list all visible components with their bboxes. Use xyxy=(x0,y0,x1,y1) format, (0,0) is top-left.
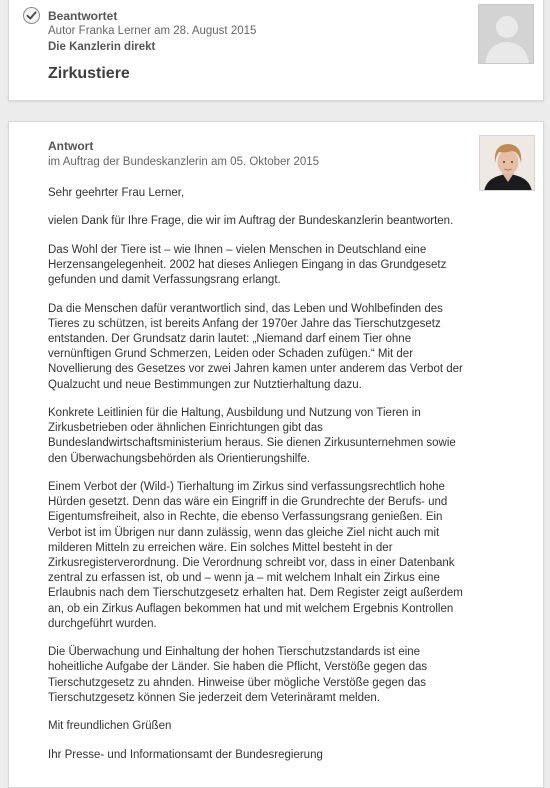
status-row xyxy=(23,7,117,24)
chancellor-portrait xyxy=(479,135,535,191)
answer-card xyxy=(8,121,544,788)
answer-paragraph: Einem Verbot der (Wild-) Tierhaltung im Zirkus sind verfassungsrechtlich hohe Hürden gesetzt. Denn das wäre ein Eingriff in die Grundrechte der Berufs- und Eigentumsfreiheit, also in Rechte, die ebenso Verfassungsrang genießen. Ein Verbot ist im Übrigen nur dann zulässig, wenn das gleiche Ziel nicht auch mit milderen Mitteln zu erreichen wäre. Ein solches Mittel besteht in der Zirkusregisterverordnung. Die Verordnung schreibt vor, dass in einer Datenbank zentral zu erfassen ist, ob und – wenn ja – mit welchem Inhalt ein Zirkus eine Erlaubnis nach dem Tierschutzgesetz erhalten hat. Dem Register zeigt außerdem an, ob ein Zirkus Auflagen bekommen hat und mit welchem Ergebnis Kontrollen durchgeführt wurden. xyxy=(48,480,463,630)
answer-body xyxy=(48,186,476,776)
question-title[interactable]: Zirkustiere xyxy=(48,65,130,82)
check-circle-icon xyxy=(23,7,40,24)
answer-paragraph: vielen Dank für Ihre Frage, die wir im Auftrag der Bundeskanzlerin beantworten. xyxy=(48,215,454,228)
question-author-line: Autor Franka Lerner am 28. August 2015 xyxy=(48,25,257,37)
answer-closing: Mit freundlichen Grüßen xyxy=(48,720,172,733)
answer-paragraph: Da die Menschen dafür verantwortlich sind, das Leben und Wohlbefinden des Tieres zu schützen, ist bereits Anfang der 1970er Jahre das Tierschutzgesetz entstanden. Der Grundsatz darin lautet: „Niemand darf einem Tier ohne vernünftigen Grund Schmerzen, Leiden oder Schaden zufügen.“ Mit der Novellierung des Gesetzes vor zwei Jahren kamen unter anderem das Verbot der Qualzucht und neue Bestimmungen zur Nutztierhaltung dazu. xyxy=(48,302,463,391)
answer-paragraph: Die Überwachung und Einhaltung der hohen Tierschutzstandards ist eine hoheitliche Aufgabe der Länder. Sie haben die Pflicht, Verstöße gegen das Tierschutzgesetz zu ahnden. Hinweise über mögliche Verstöße gegen das Tierschutzgesetz können Sie jederzeit dem Veterinäramt melden. xyxy=(48,646,428,704)
answer-paragraph: Sehr geehrter Frau Lerner, xyxy=(48,187,185,199)
status-label: Beantwortet xyxy=(48,8,118,23)
user-placeholder-avatar xyxy=(478,4,534,64)
answer-meta: im Auftrag der Bundeskanzlerin am 05. Oktober 2015 xyxy=(48,156,320,168)
answer-paragraph: Konkrete Leitlinien für die Haltung, Ausbildung und Nutzung von Tieren in Zirkusbetrieben oder ähnlichen Einrichtungen gibt das Bundeslandwirtschaftsministerium heraus. Sie dienen Zirkusunternehmen sowie den Überwachungsbehörden als Orientierungshilfe. xyxy=(48,406,456,465)
question-card xyxy=(8,0,544,101)
answer-label: Antwort xyxy=(48,139,94,153)
answer-paragraph: Das Wohl der Tiere ist – wie Ihnen – vielen Menschen in Deutschland eine Herzensangelegenheit. 2002 hat dieses Anliegen Eingang in das Grundgesetz gefunden und damit Verfassungsrang erlangt. xyxy=(48,243,447,287)
question-recipient: Die Kanzlerin direkt xyxy=(48,41,156,53)
answer-signature: Ihr Presse- und Informationsamt der Bundesregierung xyxy=(48,748,323,761)
